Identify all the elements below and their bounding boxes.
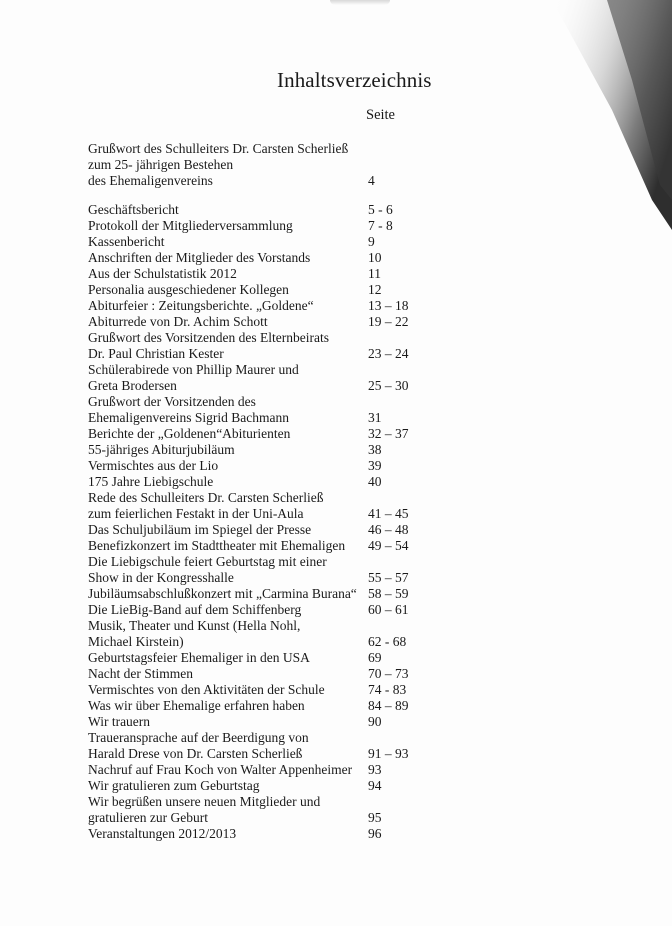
- toc-entry-page: 69: [368, 650, 382, 665]
- toc-entry: [88, 202, 428, 218]
- toc-entry-page: 74 - 83: [368, 682, 407, 697]
- toc-entry: [88, 141, 428, 189]
- toc-entry-title-line: des Ehemaligenvereins: [88, 173, 213, 188]
- toc-entry: [88, 618, 428, 650]
- toc-entry: [88, 698, 428, 714]
- toc-entry-page: 46 – 48: [368, 522, 409, 537]
- toc-entry-title-line: Protokoll der Mitgliederversammlung: [88, 218, 293, 233]
- toc-entry-title: [88, 666, 370, 682]
- toc-entry-title-line: Das Schuljubiläum im Spiegel der Presse: [88, 522, 312, 537]
- toc-entry-title-line: Die Liebigschule feiert Geburtstag mit einer: [88, 554, 327, 569]
- toc-entry-title: [88, 730, 370, 762]
- toc-entry-title: [88, 218, 370, 234]
- toc-entry: [88, 218, 428, 234]
- toc-entry-title: [88, 714, 370, 730]
- toc-entry-page: 90: [368, 714, 382, 729]
- toc-entry: [88, 650, 428, 666]
- toc-entry-title-line: Schülerabirede von Phillip Maurer und: [88, 362, 299, 377]
- toc-entry-title: [88, 778, 370, 794]
- toc-entry-page: 39: [368, 458, 382, 473]
- toc-entry-page: 13 – 18: [368, 298, 409, 313]
- toc-entry-title-line: Veranstaltungen 2012/2013: [88, 826, 237, 841]
- toc-entry-title: [88, 522, 370, 538]
- toc-entry: [88, 826, 428, 842]
- toc-entry-page: 60 – 61: [368, 602, 409, 617]
- toc-entry-title-line: Die LieBig-Band auf dem Schiffenberg: [88, 602, 302, 617]
- toc-entry-title-line: Was wir über Ehemalige erfahren haben: [88, 698, 305, 713]
- toc-entry-title: [88, 266, 370, 282]
- toc-entry: [88, 394, 428, 426]
- toc-entry-page: 93: [368, 762, 382, 777]
- toc-entry-title-line: Wir trauern: [88, 714, 151, 729]
- toc-entry: [88, 554, 428, 586]
- toc-entry-title-line: Jubiläumsabschlußkonzert mit „Carmina Burana“: [88, 586, 357, 601]
- toc-entry-page: 94: [368, 778, 382, 793]
- toc-entry: [88, 426, 428, 442]
- toc-entry-page: 23 – 24: [368, 346, 409, 361]
- toc-entry-title: [88, 394, 370, 426]
- toc-entry-title-line: Vermischtes von den Aktivitäten der Schule: [88, 682, 325, 697]
- toc-entry-page: 96: [368, 826, 382, 841]
- toc-entry-title: [88, 490, 370, 522]
- toc-entry-title: [88, 234, 370, 250]
- toc-entry: [88, 330, 428, 362]
- toc-entry-title-line: Traueransprache auf der Beerdigung von: [88, 730, 309, 745]
- toc-entry-page: 55 – 57: [368, 570, 409, 585]
- toc-entry-page: 12: [368, 282, 382, 297]
- toc-entry-title: [88, 282, 370, 298]
- toc-entry-title: [88, 618, 370, 650]
- toc-entry: [88, 538, 428, 554]
- toc-entry-title: [88, 538, 370, 554]
- toc-entry-page: 7 - 8: [368, 218, 393, 233]
- toc-entry-title-line: zum feierlichen Festakt in der Uni-Aula: [88, 506, 304, 521]
- toc-entry-title-line: Geburtstagsfeier Ehemaliger in den USA: [88, 650, 310, 665]
- toc-entry-title: [88, 458, 370, 474]
- toc-entry: [88, 682, 428, 698]
- toc-entry-title: [88, 442, 370, 458]
- toc-entry-title-line: Ehemaligenvereins Sigrid Bachmann: [88, 410, 289, 425]
- scan-smudge: [330, 0, 390, 5]
- toc-entry-title: [88, 682, 370, 698]
- toc-entry: [88, 250, 428, 266]
- toc-entry-title: [88, 202, 370, 218]
- toc-entry-title-line: Wir gratulieren zum Geburtstag: [88, 778, 260, 793]
- toc-entry-page: 49 – 54: [368, 538, 409, 553]
- toc-entry-title-line: zum 25- jährigen Bestehen: [88, 157, 234, 172]
- toc-entry-page: 70 – 73: [368, 666, 409, 681]
- toc-entry: [88, 666, 428, 682]
- toc-entry-title: [88, 602, 370, 618]
- toc-entry: [88, 522, 428, 538]
- toc-entry: [88, 458, 428, 474]
- toc-entry-title-line: Kassenbericht: [88, 234, 165, 249]
- toc-entry-page: 10: [368, 250, 382, 265]
- table-of-contents: [88, 141, 428, 842]
- toc-entry-title: [88, 554, 370, 586]
- toc-entry-title-line: Abiturrede von Dr. Achim Schott: [88, 314, 268, 329]
- toc-entry: [88, 442, 428, 458]
- toc-entry-title-line: Harald Drese von Dr. Carsten Scherließ: [88, 746, 303, 761]
- toc-entry: [88, 490, 428, 522]
- toc-entry-title: [88, 474, 370, 490]
- toc-entry-page: 91 – 93: [368, 746, 409, 761]
- toc-spacer: [88, 189, 428, 202]
- toc-entry-title-line: Vermischtes aus der Lio: [88, 458, 219, 473]
- toc-entry-title-line: Grußwort der Vorsitzenden des: [88, 394, 256, 409]
- toc-entry-page: 84 – 89: [368, 698, 409, 713]
- toc-entry-title-line: Benefizkonzert im Stadttheater mit Ehemaligen: [88, 538, 346, 553]
- toc-entry-title-line: Personalia ausgeschiedener Kollegen: [88, 282, 289, 297]
- toc-entry-title: [88, 330, 370, 362]
- toc-entry-title: [88, 298, 370, 314]
- toc-entry-page: 5 - 6: [368, 202, 393, 217]
- page-column-header: Seite: [366, 107, 395, 123]
- toc-entry-title-line: gratulieren zur Geburt: [88, 810, 208, 825]
- toc-entry-page: 58 – 59: [368, 586, 409, 601]
- toc-entry-page: 4: [368, 173, 375, 188]
- toc-entry-title-line: 55-jähriges Abiturjubiläum: [88, 442, 235, 457]
- toc-entry: [88, 730, 428, 762]
- toc-entry-page: 41 – 45: [368, 506, 409, 521]
- toc-entry-page: 11: [368, 266, 381, 281]
- toc-entry-title-line: Grußwort des Schulleiters Dr. Carsten Scherließ: [88, 141, 349, 156]
- toc-entry-title-line: Wir begrüßen unsere neuen Mitglieder und: [88, 794, 321, 809]
- toc-entry-title: [88, 314, 370, 330]
- toc-entry-title-line: Michael Kirstein): [88, 634, 184, 649]
- toc-entry-title-line: Dr. Paul Christian Kester: [88, 346, 224, 361]
- toc-entry-page: 25 – 30: [368, 378, 409, 393]
- toc-entry: [88, 314, 428, 330]
- toc-entry: [88, 778, 428, 794]
- toc-entry-page: 95: [368, 810, 382, 825]
- toc-entry-title-line: Aus der Schulstatistik 2012: [88, 266, 237, 281]
- toc-entry-title-line: Show in der Kongresshalle: [88, 570, 234, 585]
- toc-entry-page: 38: [368, 442, 382, 457]
- toc-entry: [88, 474, 428, 490]
- toc-entry-title: [88, 794, 370, 826]
- toc-entry-title: [88, 141, 370, 189]
- toc-entry-title: [88, 650, 370, 666]
- toc-entry: [88, 762, 428, 778]
- toc-entry-title: [88, 250, 370, 266]
- toc-entry-title-line: Rede des Schulleiters Dr. Carsten Scherließ: [88, 490, 324, 505]
- toc-entry-title-line: 175 Jahre Liebigschule: [88, 474, 214, 489]
- toc-entry: [88, 362, 428, 394]
- toc-entry-title-line: Berichte der „Goldenen“Abiturienten: [88, 426, 291, 441]
- toc-entry-page: 9: [368, 234, 375, 249]
- toc-entry-page: 31: [368, 410, 382, 425]
- toc-entry-title-line: Nachruf auf Frau Koch von Walter Appenheimer: [88, 762, 353, 777]
- toc-entry-page: 40: [368, 474, 382, 489]
- toc-entry-page: 62 - 68: [368, 634, 407, 649]
- toc-entry: [88, 282, 428, 298]
- toc-entry: [88, 794, 428, 826]
- toc-entry-title: [88, 586, 370, 602]
- toc-entry: [88, 602, 428, 618]
- toc-entry-title-line: Geschäftsbericht: [88, 202, 179, 217]
- toc-entry-title-line: Anschriften der Mitglieder des Vorstands: [88, 250, 311, 265]
- toc-entry-title: [88, 362, 370, 394]
- toc-entry-title-line: Abiturfeier : Zeitungsberichte. „Goldene“: [88, 298, 314, 313]
- page-title: Inhaltsverzeichnis: [277, 68, 432, 92]
- toc-entry-title: [88, 698, 370, 714]
- toc-entry: [88, 714, 428, 730]
- toc-entry-title-line: Grußwort des Vorsitzenden des Elternbeirats: [88, 330, 329, 345]
- toc-entry: [88, 234, 428, 250]
- toc-entry-title-line: Greta Brodersen: [88, 378, 177, 393]
- toc-entry-title: [88, 762, 370, 778]
- toc-entry-title-line: Musik, Theater und Kunst (Hella Nohl,: [88, 618, 301, 633]
- toc-entry: [88, 298, 428, 314]
- toc-entry-page: 19 – 22: [368, 314, 409, 329]
- toc-entry: [88, 266, 428, 282]
- toc-entry: [88, 586, 428, 602]
- toc-entry-title-line: Nacht der Stimmen: [88, 666, 193, 681]
- toc-entry-page: 32 – 37: [368, 426, 409, 441]
- toc-entry-title: [88, 826, 370, 842]
- page-corner-shadow: [502, 0, 672, 230]
- toc-entry-title: [88, 426, 370, 442]
